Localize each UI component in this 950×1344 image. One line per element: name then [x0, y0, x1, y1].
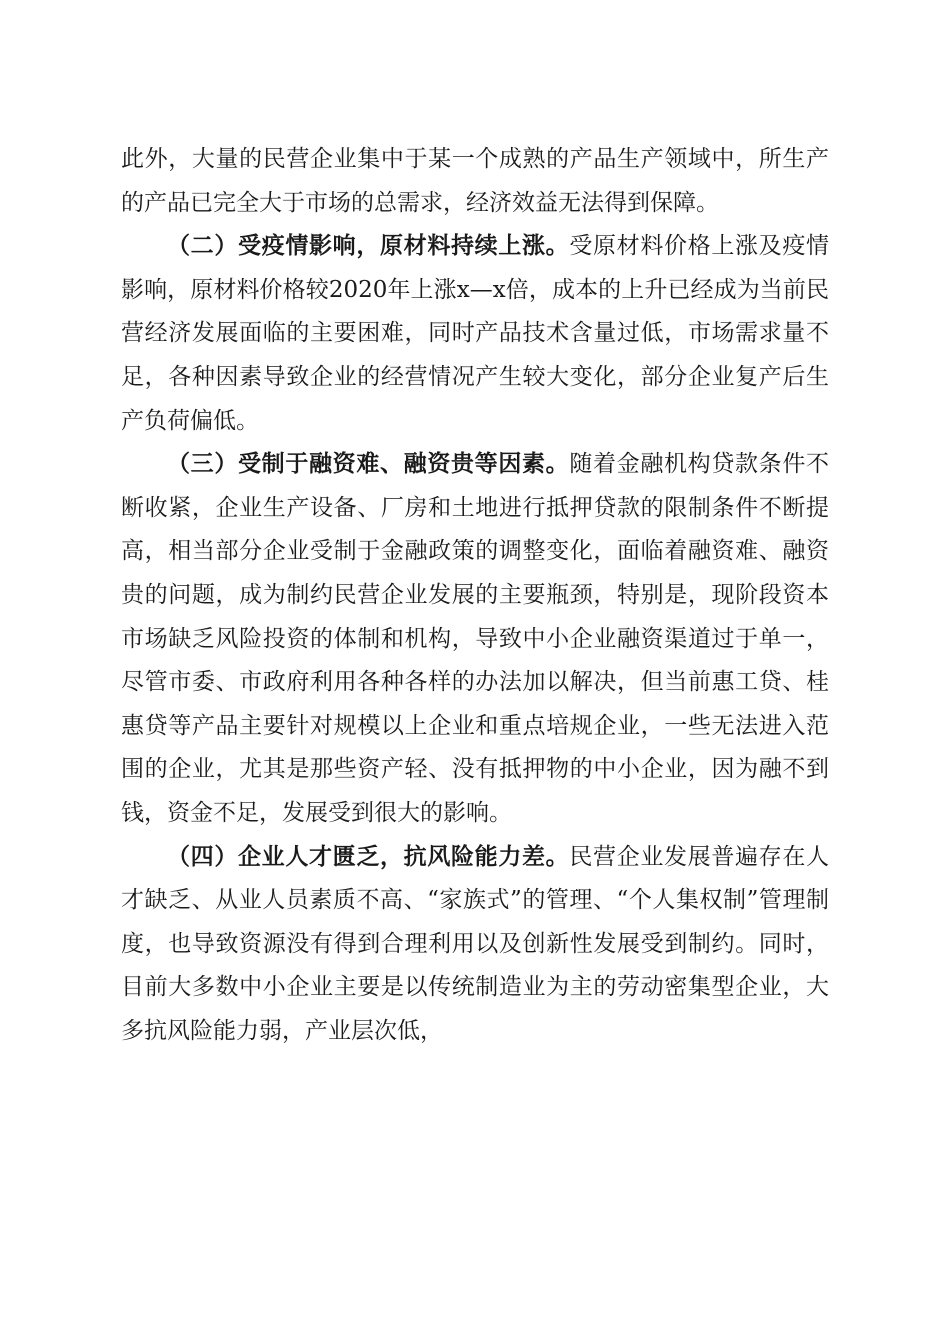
- paragraph-text: 随着金融机构贷款条件不断收紧，企业生产设备、厂房和土地进行抵押贷款的限制条件不断提高，相当部分企业受制于金融政策的调整变化，面临着融资难、融资贵的问题，成为制约民营企业发展的主要瓶颈，特别是，现阶段资本市场缺乏风险投资的体制和机构，导致中小企业融资渠道过于单一，尽管市委、市政府利用各种各样的办法加以解决，但当前惠工贷、桂惠贷等产品主要针对规模以上企业和重点培规企业，一些无法进入范围的企业，尤其是那些资产轻、没有抵押物的中小企业，因为融不到钱，资金不足，发展受到很大的影响。: [121, 451, 830, 826]
- paragraph-section-3: [121, 443, 829, 835]
- section-heading: （二）受疫情影响，原材料持续上涨。: [167, 233, 570, 260]
- document-body: [121, 138, 829, 1053]
- paragraph-text: 民营企业发展普遍存在人才缺乏、从业人员素质不高、“家族式”的管理、“个人集权制”管理制度，也导致资源没有得到合理利用以及创新性发展受到制约。同时，目前大多数中小企业主要是以传统制造业为主的劳动密集型企业，大多抗风险能力弱，产业层次低，: [121, 843, 830, 1044]
- paragraph-section-2: [121, 225, 829, 443]
- section-heading: （三）受制于融资难、融资贵等因素。: [167, 451, 570, 478]
- paragraph-text: 此外，大量的民营企业集中于某一个成熟的产品生产领域中，所生产的产品已完全大于市场的总需求，经济效益无法得到保障。: [121, 146, 829, 216]
- paragraph-section-4: [121, 836, 829, 1054]
- paragraph-text: 受原材料价格上涨及疫情影响，原材料价格较2020年上涨x—x倍，成本的上升已经成为当前民营经济发展面临的主要困难，同时产品技术含量过低，市场需求量不足，各种因素导致企业的经营情况产生较大变化，部分企业复产后生产负荷偏低。: [121, 233, 830, 434]
- paragraph-continuation: [121, 138, 829, 225]
- section-heading: （四）企业人才匮乏，抗风险能力差。: [167, 843, 570, 870]
